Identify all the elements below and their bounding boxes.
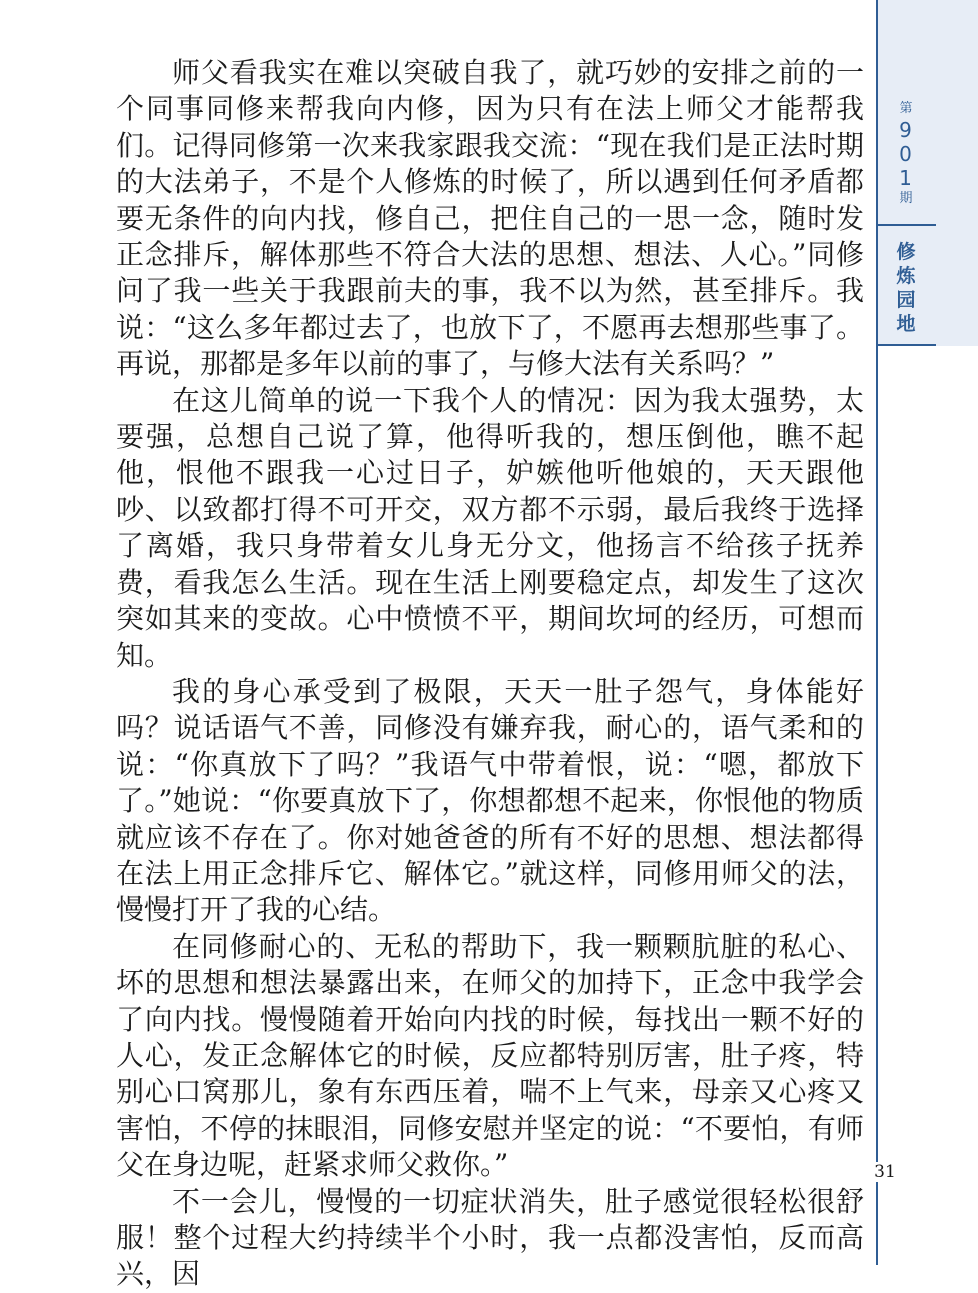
issue-digit: 1 (899, 166, 913, 190)
issue-number (878, 100, 934, 224)
paragraph: 我的身心承受到了极限，天天一肚子怨气，身体能好吗？说话语气不善，同修没有嫌弃我，耐心的，语气柔和的说：“你真放下了吗？”我语气中带着恨，说：“嗯，都放下了。”她说：“你要真放下了，你想都想不起来，你恨他的物质就应该不存在了。你对她爸爸的所有不好的思想、想法都得在法上用正念排斥它、解体它。”就这样，同修用师父的法，慢慢打开了我的心结。 (116, 674, 864, 927)
section-char: 园 (896, 289, 916, 311)
sidebar-rule-top (878, 224, 936, 226)
paragraph: 师父看我实在难以突破自我了，就巧妙的安排之前的一个同事同修来帮我向内修，因为只有在法上师父才能帮我们。记得同修第一次来我家跟我交流：“现在我们是正法时期的大法弟子，不是个人修炼的时候了，所以遇到任何矛盾都要无条件的向内找，修自己，把住自己的一思一念，随时发正念排斥，解体那些不符合大法的思想、想法、人心。”同修问了我一些关于我跟前夫的事，我不以为然，甚至排斥。我说：“这么多年都过去了，也放下了，不愿再去想那些事了。再说，那都是多年以前的事了，与修大法有关系吗？” (116, 56, 864, 381)
issue-digit: 9 (899, 118, 913, 142)
paragraph: 不一会儿，慢慢的一切症状消失，肚子感觉很轻松很舒服！整个过程大约持续半个小时，我一点都没害怕，反而高兴，因 (116, 1184, 864, 1291)
section-char: 地 (896, 313, 916, 335)
paragraph: 在这儿简单的说一下我个人的情况：因为我太强势，太要强，总想自己说了算，他得听我的，想压倒他，瞧不起他，恨他不跟我一心过日子，妒嫉他听他娘的，天天跟他吵、以致都打得不可开交，双方都不示弱，最后我终于选择了离婚，我只身带着女儿身无分文，他扬言不给孩子抚养费，看我怎么生活。现在生活上刚要稳定点，却发生了这次突如其来的变故。心中愤愤不平，期间坎坷的经历，可想而知。 (116, 383, 864, 672)
issue-digit: 0 (899, 142, 913, 166)
paragraph: 在同修耐心的、无私的帮助下，我一颗颗肮脏的私心、坏的思想和想法暴露出来，在师父的加持下，正念中我学会了向内找。慢慢随着开始向内找的时候，每找出一颗不好的人心，发正念解体它的时候，反应都特别厉害，肚子疼，特别心口窝那儿，象有东西压着，喘不上气来，母亲又心疼又害怕，不停的抹眼泪，同修安慰并坚定的说：“不要怕，有师父在身边呢，赶紧求师父救你。” (116, 929, 864, 1182)
section-title (878, 240, 934, 336)
sidebar-rule-bottom (878, 344, 936, 346)
issue-prefix: 第 (899, 101, 913, 116)
section-char: 炼 (896, 265, 916, 287)
section-char: 修 (896, 241, 916, 263)
page-number: 31 (872, 1162, 898, 1182)
issue-suffix: 期 (899, 191, 913, 206)
article-body (116, 55, 864, 1293)
